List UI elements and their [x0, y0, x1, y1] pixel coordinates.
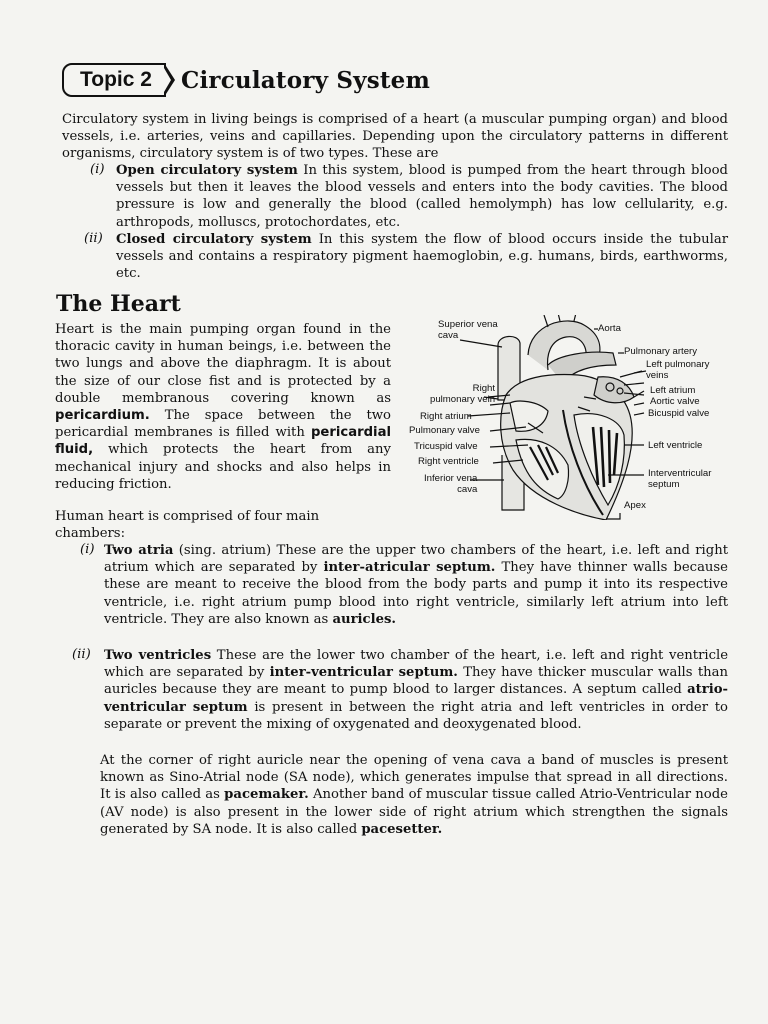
type-2-term: Closed circulatory system	[116, 232, 312, 247]
topic-title: Circulatory System	[180, 66, 431, 94]
topic-arrow-icon	[166, 66, 175, 94]
atrio-ventricular-septum-term: atrio-ventricular septum	[104, 682, 728, 715]
label-pulmonary-artery: Pulmonary artery	[624, 346, 698, 357]
chamber-2-term: Two ventricles	[104, 648, 212, 663]
label-interventricular-septum: Interventricular septum	[648, 468, 712, 490]
heart-paragraph	[55, 321, 391, 493]
pacemaker-term: pacemaker.	[224, 787, 309, 803]
pericardial-fluid-term: pericardial fluid,	[55, 425, 391, 458]
chamber-2-item	[104, 647, 728, 733]
inter-atricular-septum-term: inter-atricular septum.	[323, 560, 496, 576]
heart-text-3: which protects the heart from any mechanical injury and shocks and also helps in reducing friction.	[55, 442, 391, 492]
heart-text-1: Heart is the main pumping organ found in the thoracic cavity in human beings, i.e. between the two lungs and above the diaphragm. It is about the size of our close fist and is protected by a double membranous covering known as	[55, 322, 391, 406]
heart-heading: The Heart	[56, 291, 181, 317]
topic-badge: Topic 2	[62, 63, 166, 97]
label-left-ventricle: Left ventricle	[648, 440, 703, 451]
chamber-2-text-a: These are the lower two chamber of the heart, i.e. left and right ventricle which are separated by	[104, 648, 728, 681]
label-tricuspid-valve: Tricuspid valve	[414, 441, 478, 452]
type-1-term: Open circulatory system	[116, 163, 298, 178]
chamber-1-item	[104, 542, 728, 628]
pericardium-term: pericardium.	[55, 408, 150, 424]
auricles-term: auricles.	[332, 611, 397, 627]
label-apex: Apex	[624, 500, 646, 511]
label-left-atrium: Left atrium	[650, 385, 696, 396]
chamber-1-number: (i)	[80, 542, 95, 557]
nodes-text-a: At the corner of right auricle near the opening of vena cava a band of muscles is present known as Sino-Atrial node (SA node), which generates impulse that spread in all directions. It is also called as	[100, 753, 728, 803]
label-aortic-valve: Aortic valve	[650, 396, 700, 407]
type-1-text: In this system, blood is pumped from the heart through blood vessels but then it leaves the blood vessels and enters into the body cavities. The blood pressure is low and generally the blood (called hemolymph) has low cellularity, e.g. arthropods, molluscs, protochordates, etc.	[116, 163, 728, 230]
label-pulmonary-valve: Pulmonary valve	[409, 425, 480, 436]
label-left-pulmonary-veins: Left pulmonary veins	[646, 359, 710, 381]
heart-diagram	[398, 315, 738, 520]
chamber-1-text-c: They have thinner walls because these are meant to receive the blood from the body parts and pump it into its respective ventricle, i.e. right atrium pump blood into right ventricle, similarly left atrium into left ventricle. They are also known as	[104, 560, 728, 627]
topic-header	[62, 60, 430, 100]
type-1-item	[116, 162, 728, 231]
type-2-item	[116, 231, 728, 283]
chamber-2-number: (ii)	[72, 647, 91, 662]
chamber-1-term: Two atria	[104, 543, 174, 558]
label-superior-vena-cava: Superior vena cava	[438, 319, 498, 341]
nodes-paragraph	[100, 752, 728, 838]
type-2-text: In this system the flow of blood occurs inside the tubular vessels and contains a respiratory pigment haemoglobin, e.g. humans, birds, earthworms, etc.	[116, 232, 728, 282]
label-aorta: Aorta	[598, 323, 621, 334]
label-right-atrium: Right atrium	[420, 411, 472, 422]
type-1-number: (i)	[90, 162, 105, 177]
chamber-1-text-a: (sing. atrium) These are the upper two chambers of the heart, i.e. left and right atrium which are separated by	[104, 543, 728, 576]
intro-paragraph: Circulatory system in living beings is comprised of a heart (a muscular pumping organ) and blood vessels, i.e. arteries, veins and capillaries. Depending upon the circulatory patterns in different organisms, circulatory system is of two types. These are	[62, 112, 728, 162]
label-right-ventricle: Right ventricle	[418, 456, 479, 467]
chamber-2-text-e: is present in between the right atria and left ventricles in order to separate or prevent the mixing of oxygenated and deoxygenated blood.	[104, 699, 728, 732]
heart-text-2: The space between the two pericardial membranes is filled with	[55, 408, 391, 441]
label-bicuspid-valve: Bicuspid valve	[648, 408, 710, 419]
label-right-pulmonary-vein: Right pulmonary vein	[430, 383, 496, 405]
label-inferior-vena-cava: Inferior vena cava	[424, 473, 478, 495]
nodes-text-c: Another band of muscular tissue called Atrio-Ventricular node (AV node) is also present in the lower side of right atrium which strengthen the signals generated by SA node. It is also called	[100, 787, 728, 837]
type-2-number: (ii)	[84, 231, 103, 246]
chamber-2-text-c: They have thicker muscular walls than auricles because they are meant to pump blood to larger distances. A septum called	[104, 665, 728, 698]
pacesetter-term: pacesetter.	[361, 821, 443, 837]
inter-ventricular-septum-term: inter-ventricular septum.	[269, 665, 458, 681]
heart-chambers-intro: Human heart is comprised of four main chambers:	[55, 509, 320, 542]
